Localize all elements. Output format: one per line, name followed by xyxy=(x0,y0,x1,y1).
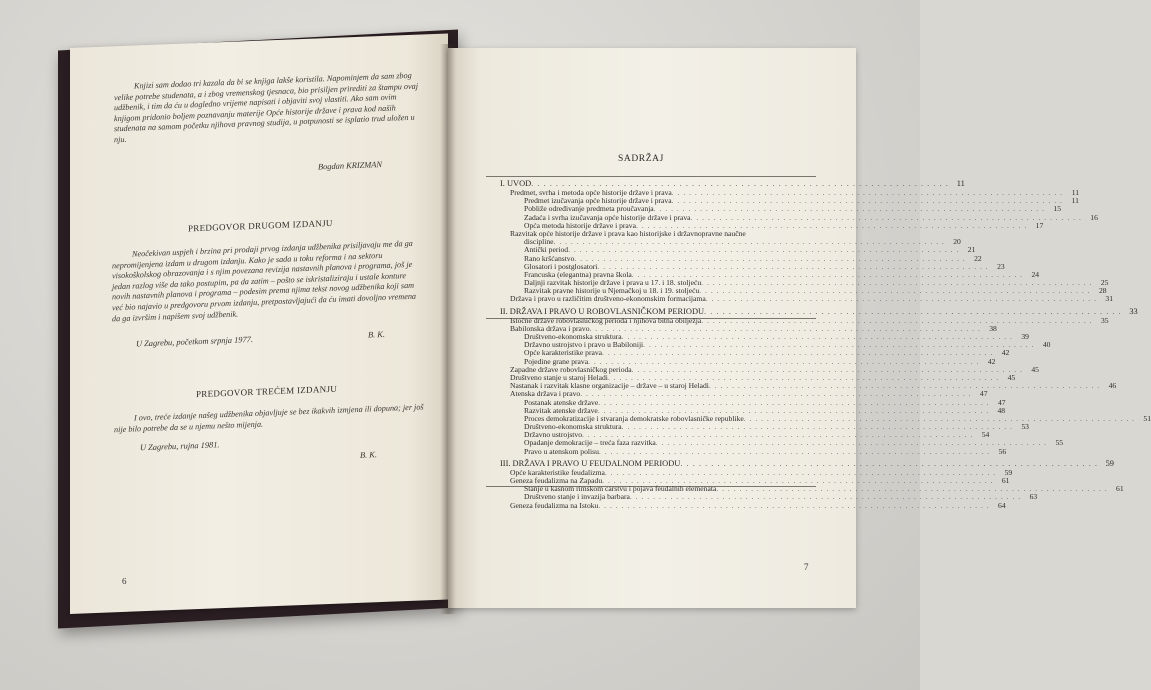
toc-entry-label: Rano kršćanstvo xyxy=(524,253,575,263)
toc-entry-page: 23 xyxy=(997,261,1005,271)
toc-entry-label: Pobliže određivanje predmeta proučavanja xyxy=(524,204,654,214)
toc-entry-label: Društveno stanje i invazija barbara xyxy=(524,492,630,502)
toc-entry-label: Antički period xyxy=(524,245,569,255)
right-page-number: 7 xyxy=(804,562,809,572)
toc-entry-label: discipline xyxy=(524,237,554,247)
toc-entry-page: 51 xyxy=(1143,413,1151,423)
toc-entry-page: 64 xyxy=(998,500,1006,510)
second-edition-signature: B. K. xyxy=(368,329,385,340)
toc-title: SADRŽAJ xyxy=(618,154,664,164)
toc-entry-page: 11 xyxy=(1071,196,1079,206)
toc-entry-page: 20 xyxy=(953,237,961,247)
toc-dot-leader xyxy=(598,502,989,510)
toc-entry-page: 47 xyxy=(979,389,988,399)
toc-entry-label: Pojedine grane prava xyxy=(524,356,589,366)
toc-entry-label: Francuska (elegantna) pravna škola xyxy=(524,269,632,279)
toc-entry-label: Glosatori i postglosatori xyxy=(524,261,598,271)
toc-entry-label: Razvitak opće historije države i prava kao historijske i državnopravne naučne xyxy=(510,228,746,238)
toc-entry-page: 53 xyxy=(1021,422,1029,432)
toc-entry-label: Razvitak atenske države xyxy=(524,405,598,415)
book-gutter-shadow xyxy=(440,44,456,614)
toc-entry-label: Državno ustrojstvo i pravo u Babiloniji xyxy=(524,340,644,350)
toc-entry-label: Daljnji razvitak historije države i prava u 17. i 18. stoljeću xyxy=(524,278,702,288)
toc-entry-label: Atenska država i pravo xyxy=(510,389,581,399)
toc-entry-label: Društveno stanje u staroj Heladi xyxy=(510,372,608,382)
toc-entry-page: 33 xyxy=(1129,306,1138,316)
toc-entry-page: 16 xyxy=(1090,212,1098,222)
toc-entry-label: Proces demokratizacije i stvaranja demokratske robovlasničke republike xyxy=(524,413,744,423)
toc-entry-label: Opadanje demokracije – treća faza razvitka xyxy=(524,438,656,448)
toc-entry-page: 39 xyxy=(1021,332,1029,341)
toc-entry-label: Stanje u kasnom rimskom carstvu i pojava feudalnih elemenata xyxy=(524,484,717,494)
toc-entry-page: 22 xyxy=(974,253,982,263)
left-page xyxy=(70,33,448,614)
right-page xyxy=(448,48,1151,608)
toc-entry-label: Nastanak i razvitak klasne organizacije – države – u staroj Heladi xyxy=(510,381,709,391)
toc-entry-page: 38 xyxy=(989,323,997,333)
toc-entry xyxy=(500,500,1006,510)
toc-entry-label: Razvitak pravne historije u Njemačkoj u 18. i 19. stoljeću xyxy=(524,286,700,296)
toc-entry-page: 11 xyxy=(956,179,965,188)
toc-entry-page: 59 xyxy=(1105,458,1114,468)
intro-signature: Bogdan KRIZMAN xyxy=(318,160,382,172)
toc-entry-page: 24 xyxy=(1031,269,1040,279)
toc-entry-page: 56 xyxy=(998,446,1007,456)
toc-entry-page: 47 xyxy=(997,397,1006,407)
third-edition-heading: PREDGOVOR TREĆEM IZDANJU xyxy=(196,383,338,400)
toc-entry-page: 61 xyxy=(1001,476,1010,485)
toc-entry-label: Društveno-ekonomska struktura xyxy=(524,422,622,432)
toc-entry-label: Geneza feudalizma na Zapadu xyxy=(510,476,603,485)
left-page-number: 6 xyxy=(122,575,127,587)
toc-entry-label: Opće karakteristike prava xyxy=(524,348,603,358)
toc-entry-page: 45 xyxy=(1031,364,1039,374)
toc-entry-page: 48 xyxy=(997,405,1006,415)
toc-entry-page: 21 xyxy=(967,245,976,255)
toc-entry-label: III. DRŽAVA I PRAVO U FEUDALNOM PERIODU xyxy=(500,458,681,468)
toc-entry-label: Istočne države robovlasničkog perioda i njihova bitna obilježja xyxy=(510,315,702,325)
toc-entry xyxy=(500,446,1007,456)
toc-entry-label: Predmet izučavanja opće historije države i prava xyxy=(524,196,672,206)
toc-entry-label: Država i pravo u različitim društveno-ekonomskim formacijama xyxy=(510,294,706,304)
toc-entry-page: 25 xyxy=(1100,278,1109,288)
toc-entry-label: Postanak atenske države xyxy=(524,397,599,407)
second-edition-place-date: U Zagrebu, početkom srpnja 1977. xyxy=(136,334,253,349)
toc-entry-page: 15 xyxy=(1053,204,1061,214)
toc-entry-label: Opća metoda historije države i prava xyxy=(524,220,636,230)
toc-entry-page: 35 xyxy=(1100,315,1109,325)
intro-paragraph: Knjizi sam dodao tri kazala da bi se knjiga lakše koristila. Napominjem da sam zbog velike potrebe studenata, a i zbog vremenskog tjesnaca, bio prisiljen prirediti za štampu ovaj udžbenik, i tim da ću u dogledno vrijeme napisati i objaviti svoj vlastiti. Ako sam ovim knjigom pridonio boljem poznavanju materije Opće historije države i prava kod naših studenata na samom početku njihova pravnog studija, u potpunosti se isplatio trud uložen u nju. xyxy=(114,70,419,145)
toc-entry-page: 54 xyxy=(981,430,990,440)
table-of-contents xyxy=(500,176,1151,510)
toc-entry-label: II. DRŽAVA I PRAVO U ROBOVLASNIČKOM PERIODU xyxy=(500,306,705,316)
third-edition-signature: B. K. xyxy=(360,450,377,460)
toc-entry-label: Državno ustrojstvo xyxy=(524,430,582,440)
toc-entry-label: Pravo u atenskom polisu xyxy=(524,446,599,456)
toc-entry-label: Opće karakteristike feudalizma xyxy=(510,467,605,477)
second-edition-heading: PREDGOVOR DRUGOM IZDANJU xyxy=(188,217,333,234)
toc-entry-page: 11 xyxy=(1071,188,1080,197)
toc-entry-page: 31 xyxy=(1105,294,1113,304)
toc-dot-leader xyxy=(706,295,1097,303)
toc-entry-label: Predmet, svrha i metoda opće historije države i prava xyxy=(510,188,672,197)
toc-entry-page: 45 xyxy=(1007,372,1016,382)
toc-entry-page: 63 xyxy=(1029,492,1038,502)
toc-entry-page: 28 xyxy=(1098,286,1107,296)
third-edition-paragraph: I ovo, treće izdanje našeg udžbenika objavljuje se bez ikakvih izmjena ili dopuna; jer još nije bilo potrebe da se u njemu nešto mijenja. xyxy=(114,402,424,434)
toc-entry-page: 17 xyxy=(1035,220,1044,230)
toc-entry-label: I. UVOD xyxy=(500,179,532,188)
toc-entry-label: Zapadne države robovlasničkog perioda xyxy=(510,364,632,374)
toc-entry-page: 59 xyxy=(1004,467,1013,477)
toc-entry-page: 61 xyxy=(1116,484,1124,494)
toc-entry xyxy=(500,294,1113,304)
toc-entry-label: Babilonska država i pravo xyxy=(510,323,590,333)
toc-entry-page: 46 xyxy=(1108,381,1117,391)
toc-entry-page: 42 xyxy=(987,356,996,366)
toc-entry-label: Zadaća i svrha izučavanja opće historije države i prava xyxy=(524,212,691,222)
toc-entry-label: Društveno-ekonomska struktura xyxy=(524,332,622,341)
third-edition-place-date: U Zagrebu, rujna 1981. xyxy=(140,440,220,453)
toc-entry-page: 55 xyxy=(1055,438,1064,448)
toc-entry-label: Geneza feudalizma na Istoku xyxy=(510,500,599,510)
toc-dot-leader xyxy=(599,448,990,456)
toc-entry-page: 42 xyxy=(1001,348,1010,358)
toc-entry-page: 40 xyxy=(1042,340,1051,350)
second-edition-paragraph: Neočekivan uspjeh i brzina pri prodaji prvog izdanja udžbenika prisiljavaju me da ga nepromijenjena izdam u drugom izdanju. Kako je sada u toku reforma i na sektoru visokoškolskog obrazovanja i s njim povezana revizija nastavnih planova i programa, još je jedan razlog više da tako postupim, pa da zatim – pošto se iskristaliziraju i ustale konture novih nastavnih planova i programa – podesim prema njima tekst novog udžbenika koji sam već bio najavio u predgovoru prvom izdanju, pretpostavljajući da ću imati dovoljno vremena da ga izvršim i napišem svoj udžbenik. xyxy=(112,238,417,323)
